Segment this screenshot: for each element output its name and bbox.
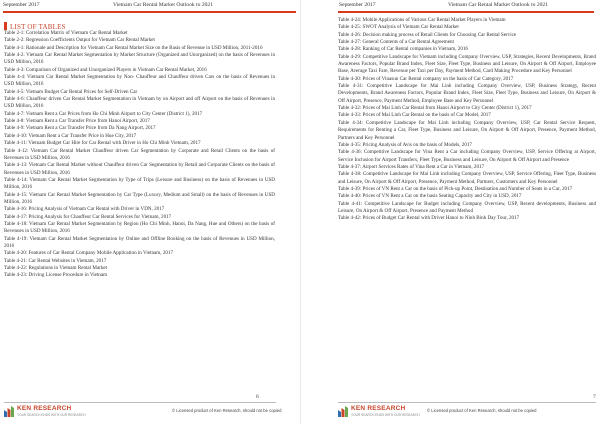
toc-entry: Table 4-26: Decision making process of Retail Clients for Choosing Car Rental Service [338, 31, 517, 38]
toc-entry: Table 4-42: Prices of Budget Car Rental with Driver Hanoi to Ninh Binh Day Tour, 2017 [338, 215, 520, 222]
toc-entry: Table 4-4: Vietnam Car Rental Market Segmentation by Non- Chauffeur and Chauffeur driven Cars on the basis of Revenues in USD Million, 2016 [4, 74, 275, 88]
ken-research-logo [4, 405, 86, 418]
toc-entry: Table 4-1: Rationale and Description for Vietnam Car Rental Market Size on the Basis of Revenue in USD Million, 2011-2016 [4, 44, 263, 51]
toc-entry: Table 4-39: Prices of VN Rent a Car on the basis of Pick-up Point, Destination and Number of Seats in a Car, 2017 [338, 185, 573, 192]
toc-entry: Table 4-30: Prices of Vinasun Car Rental company on the basis of Car Category, 2017 [338, 75, 514, 82]
toc-entry: Table 4-36: Competitive Landscape for Vina Rent a Car including Company Overview, USP, Service Offering at Airport, Service Inclusion for Airport Transfers, Fleet Type, Business and Leisure, On Airport & Off Airport and Presence [338, 149, 596, 163]
toc-entry: Table 4-24: Mobile Applications of Various Car Rental Market Players in Vietnam [338, 17, 506, 23]
toc-entry: Table 4-14: Vietnam Car Rental Market Segmentation by Type of Trips (Leisure and Business) on the basis of Revenues in USD Million, 2016 [4, 176, 275, 191]
toc-entry: Table 4-35: Pricing Analysis of Avis on the basis of Models, 2017 [338, 141, 472, 148]
toc-entry: Table 4-29: Competitive Landscape for Vietnam including Company Overview, USP, Strategies, Recent Developments, Brand Awareness Factors, Popular Brand Index, Fleet Size, Fleet Type, Business and Leisure, On Airport & Off Airport, Employee Base, Average Taxi Fare, Revenue per Taxi per Day, Payment Method, Card Making Procedure and Key Personnel [338, 53, 596, 75]
header-date: September 2017 [339, 2, 376, 8]
toc-entry: Table 4-6: Chauffeur driven Car Rental Market Segmentation in Vietnam by on Airport and off Airport on the basis of Revenues in USD Million, 2016 [4, 96, 275, 110]
toc-entry: Table 4-38: Competitive Landscape for Mai Linh including Company Overview, USP, Service Offering, Fleet Type, Business and Leisure, On Airport & Off Airport, Presence, Payment Method, Partners, Customers and Key Personnel [338, 171, 596, 185]
right-page [300, 0, 600, 424]
toc-entry: Table 4-9: Vietnam Rent a Car Transfer Price from Da Nang Airport, 2017 [4, 125, 156, 132]
toc-entry: Table 2-1: Correlation Matrix of Vietnam Car Rental Market [4, 30, 128, 36]
logo-tagline: YOUR SEARCH ENDS WITH OUR RESEARCH [17, 412, 86, 417]
toc-entry: Table 4-3: Comparison of Organized and Unorganized Players in Vietnam Car Rental Market, 2016 [4, 66, 207, 73]
toc-entry: Table 4-11: Vietnam Budget Car Hire for Car Rental with Driver in Ho Chi Minh Vietnam, 2017 [4, 140, 201, 147]
toc-entry: Table 4-34: Competitive Landscape for Mai Linh including Company Overview, USP, Car Rental Service Request, Requirements for Renting a Car, Fleet Type, Business and Leisure, On Airport & Off Airport, Presence, Payment Method, Partners and Key Personnel [338, 119, 596, 141]
toc-entry: Table 4-17: Pricing Analysis for Chauffeur Car Rental Services for Vietnam, 2017 [4, 213, 172, 220]
ken-research-logo [338, 405, 420, 418]
toc-entry: Table 2-2: Regression Coefficients Output for Vietnam Car Rental Market [4, 37, 155, 44]
header-title: Vietnam Car Rental Market Outlook to 2021 [448, 2, 549, 8]
table-of-tables-list [338, 17, 596, 223]
toc-entry: Table 4-22: Regulations in Vietnam Rental Market [4, 265, 108, 271]
header-title: Vietnam Car Rental Market Outlook to 2021 [113, 2, 214, 8]
logo-tagline: YOUR SEARCH ENDS WITH OUR RESEARCH [351, 412, 420, 417]
toc-entry: Table 4-21: Car Rental Websites in Vietnam, 2017 [4, 257, 107, 264]
toc-entry: Table 4-10: Vietnam Rent a Car Transfer Price in Hue City, 2017 [4, 132, 137, 139]
header-rule [3, 11, 296, 13]
toc-entry: Table 4-15: Vietnam Car Rental Market Segmentation by Car Type (Luxury, Medium and Small) on the basis of Revenues in USD Million, 2016 [4, 191, 275, 205]
header-date: September 2017 [3, 2, 40, 8]
heading-accent-bar [4, 22, 7, 30]
toc-entry: Table 4-5: Vietnam Budget Car Rental Prices for Self-Driven Car [4, 88, 138, 95]
toc-entry: Table 4-7: Vietnam Rent a Car Prices from Ho Chi Minh Airport to City Center (District 1), 2017 [4, 110, 203, 117]
toc-entry: Table 4-13: Vietnam Car Rental Market without Chauffeur driven Car Segmentation by Retail and Corporate Clients on the basis of Revenues in USD Million, 2016 [4, 162, 275, 176]
toc-entry: Table 4-25: SWOT Analysis of Vietnam Car Rental Market [338, 24, 459, 31]
toc-entry: Table 4-27: General Contents of a Car Rental Agreement [338, 39, 454, 46]
license-notice: © Licensed product of Ken Research, should not be copied [427, 408, 537, 413]
table-of-tables-list [4, 30, 275, 280]
toc-heading-text: LIST OF TABLES [10, 23, 66, 31]
footer-rule [4, 402, 276, 403]
toc-entry: Table 4-19: Vietnam Car Rental Market Segmentation by Online and Offline Booking on the basis of Revenues in USD Million, 2016 [4, 235, 275, 249]
page-footer [0, 402, 296, 419]
page-footer [338, 402, 596, 419]
license-notice: © Licensed product of Ken Research, should not be copied [172, 408, 282, 413]
page-number: 7 [593, 394, 596, 400]
toc-entry: Table 4-33: Prices of Mai Linh Car Rental on the basis of Car Model, 2017 [338, 112, 491, 119]
page-number: 6 [256, 394, 259, 400]
toc-entry: Table 4-8: Vietnam Rent a Car Transfer Price from Hanoi Airport, 2017 [4, 118, 150, 125]
ken-research-logo-mark-icon [4, 406, 15, 417]
header-rule [338, 11, 594, 13]
toc-entry: Table 4-31: Competitive Landscape for Mai Linh including Company Overview, USP, Business Strategy, Recent Developments, Brand Awareness Factors, Popular Brand Index, Fleet Size, Fleet Type, Business and Leisure, On Airport & Off Airport, Presence, Payment Method, Employee Base and Key Personnel [338, 83, 596, 104]
toc-entry: Table 4-32: Prices of Mai Linh Car Rental from Hanoi Airport to City Center (District 1), 2017 [338, 105, 532, 112]
logo-name: KEN RESEARCH [351, 405, 406, 412]
toc-entry: Table 4-20: Features of Car Rental Company Mobile Application in Vietnam, 2017 [4, 250, 174, 257]
toc-entry: Table 4-28: Ranking of Car Rental companies in Vietnam, 2016 [338, 46, 468, 53]
toc-entry: Table 4-23: Driving License Procedure in Vietnam [4, 272, 108, 279]
toc-entry: Table 4-41: Competitive Landscape for Budget including Company Overview, USP, Recent developments, Business and Leisure, On Airport & Off Airport, Presence and Payment Method [338, 200, 596, 214]
toc-entry: Table 4-37: Airport Services Rates of Vina Rent a Car in Vietnam, 2017 [338, 163, 485, 170]
ken-research-logo-mark-icon [338, 406, 349, 417]
toc-entry: Table 4-16: Pricing Analysis of Vietnam Car Rental with Driver in VDN, 2017 [4, 206, 165, 213]
toc-entry: Table 4-2: Vietnam Car Rental Market Segmentation by Market Structure (Organized and Unorganized) on the basis of Revenues in USD Million, 2016 [4, 52, 275, 66]
toc-entry: Table 4-18: Vietnam Car Rental Market Segmentation by Region (Ho Chi Minh, Hanoi, Da Nang, Hue and Others) on the basis of Revenues in USD Million, 2016 [4, 220, 275, 235]
toc-entry: Table 4-40: Prices of VN Rent a Car on the basis Seating Capacity and City in USD, 2017 [338, 193, 522, 200]
logo-name: KEN RESEARCH [17, 405, 72, 412]
footer-rule [338, 402, 596, 403]
toc-entry: Table 4-12: Vietnam Car Rental Market Chauffeur driven Car Segmentation by Corporate and Retail Clients on the basis of Revenues in USD Million, 2016 [4, 147, 275, 161]
